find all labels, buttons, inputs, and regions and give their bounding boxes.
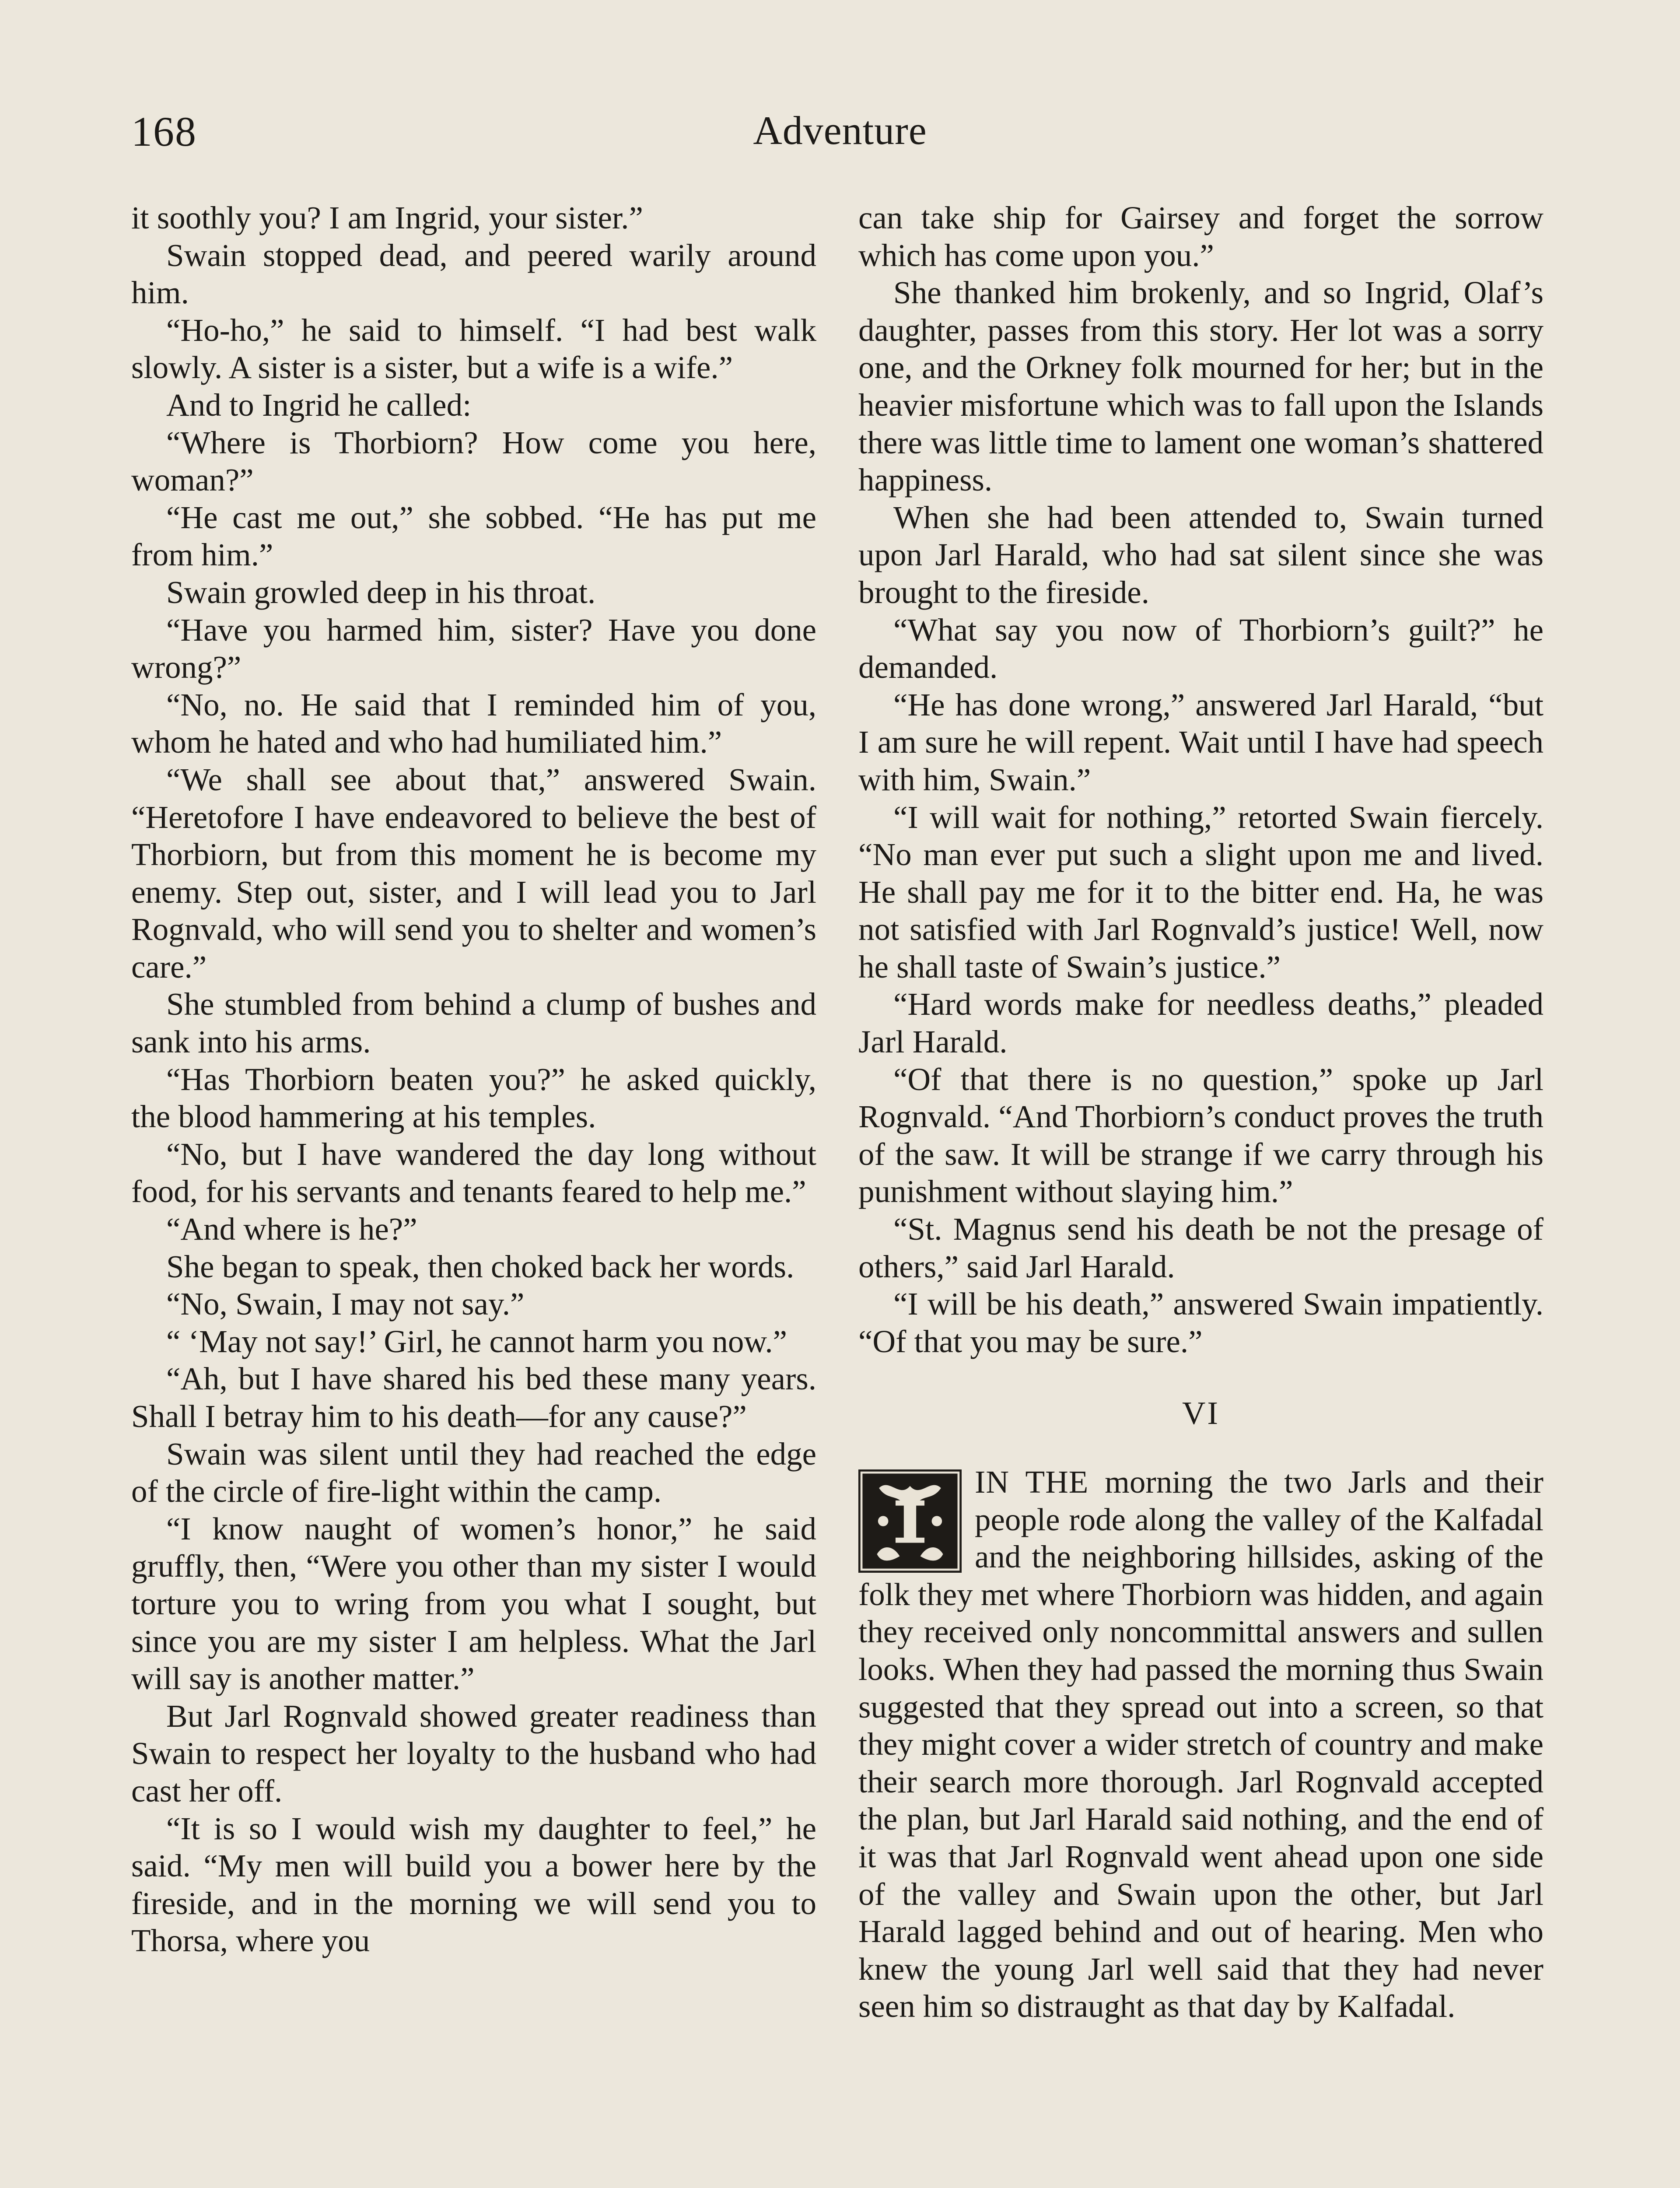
paragraph: “Has Thorbiorn beaten you?” he asked quickly, the blood hammering at his temples. <box>131 1061 816 1135</box>
page-header <box>131 107 1549 164</box>
paragraph: “I will wait for nothing,” retorted Swain fiercely. “No man ever put such a slight upon me and lived. He shall pay me for it to the bitter end. Ha, he was not satisfied with Jarl Rognvald’s justice! Well, now he shall taste of Swain’s justice.” <box>858 799 1544 985</box>
page-number: 168 <box>131 108 197 155</box>
drop-cap-ornament <box>858 1469 962 1573</box>
running-head-title: Adventure <box>753 108 927 153</box>
paragraph: “I know naught of women’s honor,” he said gruffly, then, “Were you other than my sister I would torture you to wring from you what I sought, but since you are my sister I am helpless. What the Jarl will say is another matter.” <box>131 1511 816 1697</box>
ornament-icon <box>858 1469 962 1573</box>
paragraph: She thanked him brokenly, and so Ingrid, Olaf’s daughter, passes from this story. Her lot was a sorry one, and the Orkney folk mourned for her; but in the heavier misfortune which was to fall upon the Islands there was little time to lament one woman’s shattered happiness. <box>858 275 1544 498</box>
paragraph: Swain growled deep in his throat. <box>166 574 596 610</box>
right-column <box>858 199 1544 2025</box>
paragraph: And to Ingrid he called: <box>166 387 472 423</box>
paragraph: “He cast me out,” she sobbed. “He has put me from him.” <box>131 499 816 573</box>
left-column <box>131 199 816 1960</box>
paragraph: But Jarl Rognvald showed greater readiness than Swain to respect her loyalty to the husband who had cast her off. <box>131 1698 816 1809</box>
paragraph: “We shall see about that,” answered Swain. “Heretofore I have endeavored to believe the best of Thorbiorn, but from this moment he is become my enemy. Step out, sister, and I will lead you to Jarl Rognvald, who will send you to shelter and women’s care.” <box>131 761 816 985</box>
paragraph: “Of that there is no question,” spoke up Jarl Rognvald. “And Thorbiorn’s conduct proves the truth of the saw. It will be strange if we carry through his punishment without slaying him.” <box>858 1061 1544 1210</box>
paragraph: Swain was silent until they had reached the edge of the circle of fire-light within the camp. <box>131 1436 816 1509</box>
paragraph: it soothly you? I am Ingrid, your sister.” <box>131 200 643 235</box>
paragraph: Swain stopped dead, and peered warily around him. <box>131 237 816 311</box>
opening-small-caps: N THE <box>986 1464 1089 1500</box>
paragraph: “Have you harmed him, sister? Have you done wrong?” <box>131 612 816 685</box>
paragraph: “St. Magnus send his death be not the presage of others,” said Jarl Harald. <box>858 1211 1544 1284</box>
paragraph: “Ah, but I have shared his bed these many years. Shall I betray him to his death—for any cause?” <box>131 1361 816 1434</box>
section-body-text: morning the two Jarls and their people rode along the valley of the Kalfadal and the neighboring hillsides, asking of the folk they met where Thorbiorn was hidden, and again they received only noncommittal answers and sullen looks. When they had passed the morning thus Swain suggested that they spread out into a screen, so that they might cover a wider stretch of country and make their search more thorough. Jarl Rognvald accepted the plan, but Jarl Harald said nothing, and the end of it was that Jarl Rognvald went ahead upon one side of the valley and Swain upon the other, but Jarl Harald lagged behind and out of hearing. Men who knew the young Jarl well said that they had never seen him so distraught as that day by Kalfadal. <box>858 1464 1544 2024</box>
paragraph: “Hard words make for needless deaths,” pleaded Jarl Harald. <box>858 986 1544 1060</box>
paragraph: “Where is Thorbiorn? How come you here, woman?” <box>131 424 816 498</box>
paragraph: “It is so I would wish my daughter to feel,” he said. “My men will build you a bower here by the fireside, and in the morning we will send you to Thorsa, where you <box>131 1810 816 1959</box>
paragraph: “I will be his death,” answered Swain impatiently. “Of that you may be sure.” <box>858 1286 1544 1359</box>
paragraph: “No, no. He said that I reminded him of you, whom he hated and who had humiliated him.” <box>131 687 816 760</box>
paragraph: “And where is he?” <box>166 1211 417 1247</box>
paragraph: “No, Swain, I may not say.” <box>166 1286 525 1322</box>
paragraph: “No, but I have wandered the day long without food, for his servants and tenants feared to help me.” <box>131 1136 816 1210</box>
section-opening-paragraph <box>858 1463 1544 2025</box>
paragraph: “He has done wrong,” answered Jarl Harald, “but I am sure he will repent. Wait until I have had speech with him, Swain.” <box>858 687 1544 797</box>
paragraph: “ ‘May not say!’ Girl, he cannot harm you now.” <box>166 1323 788 1359</box>
paragraph: can take ship for Gairsey and forget the sorrow which has come upon you.” <box>858 200 1544 273</box>
paragraph: “What say you now of Thorbiorn’s guilt?” he demanded. <box>858 612 1544 685</box>
paragraph: When she had been attended to, Swain turned upon Jarl Harald, who had sat silent since she was brought to the fireside. <box>858 499 1544 610</box>
section-numeral: VI <box>1182 1396 1220 1432</box>
paragraph: She stumbled from behind a clump of bushes and sank into his arms. <box>131 986 816 1060</box>
drop-cap-letter: I <box>975 1464 986 1500</box>
paragraph: “Ho-ho,” he said to himself. “I had best walk slowly. A sister is a sister, but a wife is a wife.” <box>131 312 816 386</box>
paragraph: She began to speak, then choked back her words. <box>166 1248 794 1284</box>
